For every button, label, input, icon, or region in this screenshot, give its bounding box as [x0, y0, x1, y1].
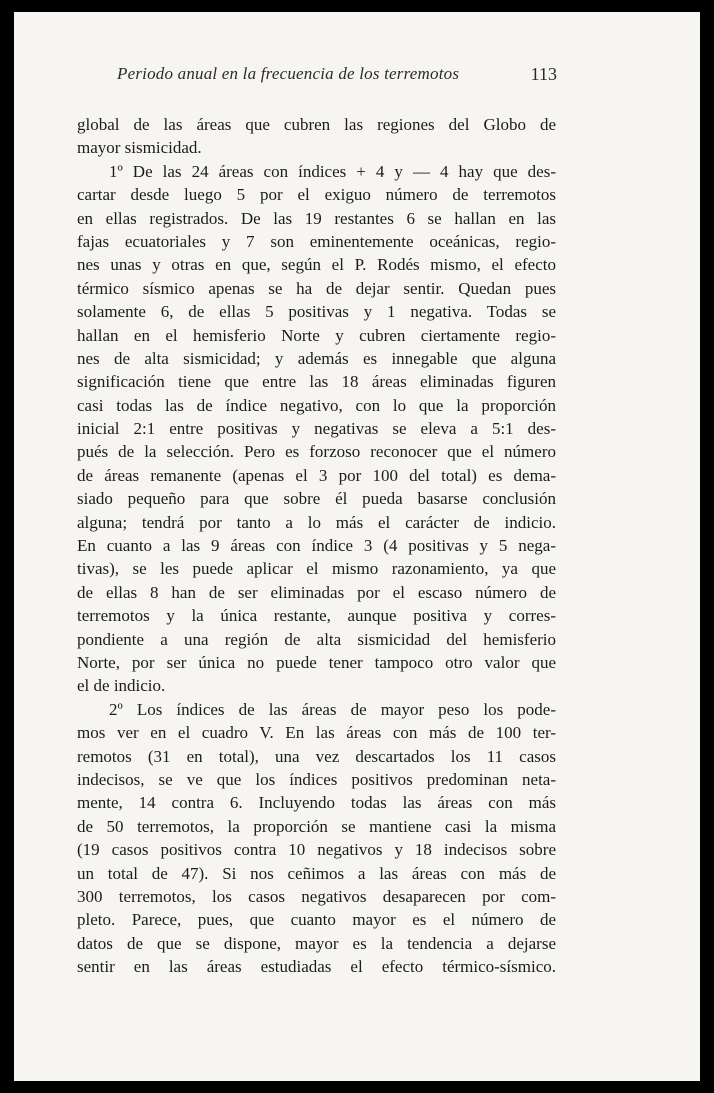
text-line: indecisos, se ve que los índices positivos predominan neta-: [77, 769, 556, 789]
running-title: Periodo anual en la frecuencia de los terremotos: [117, 64, 460, 83]
text-line: remotos (31 en total), una vez descartados los 11 casos: [77, 746, 556, 766]
text-line: mente, 14 contra 6. Incluyendo todas las áreas con más: [77, 793, 556, 813]
text-line: 300 terremotos, los casos negativos desaparecen por com-: [77, 886, 556, 906]
text-line: hallan en el hemisferio Norte y cubren ciertamente regio-: [77, 325, 556, 345]
text-line: de ellas 8 han de ser eliminadas por el escaso número de: [77, 582, 556, 602]
text-line: un total de 47). Si nos ceñimos a las áreas con más de: [77, 863, 556, 883]
text-line: 1º De las 24 áreas con índices + 4 y — 4 hay que des-: [109, 161, 556, 181]
text-line: significación tiene que entre las 18 áreas eliminadas figuren: [77, 372, 556, 392]
text-line: fajas ecuatoriales y 7 son eminentemente oceánicas, regio-: [77, 231, 556, 251]
text-line: mos ver en el cuadro V. En las áreas con más de 100 ter-: [77, 723, 556, 743]
text-line: datos de que se dispone, mayor es la tendencia a dejarse: [77, 933, 556, 953]
text-line: casi todas las de índice negativo, con lo que la proporción: [77, 395, 556, 415]
text-line: el de indicio.: [77, 676, 166, 696]
text-line: térmico sísmico apenas se ha de dejar sentir. Quedan pues: [77, 278, 556, 298]
text-line: global de las áreas que cubren las regiones del Globo de: [77, 115, 556, 134]
text-line: cartar desde luego 5 por el exiguo número de terremotos: [77, 185, 556, 205]
body-text: [77, 113, 556, 978]
text-line: tivas), se les puede aplicar el mismo razonamiento, ya que: [77, 559, 556, 579]
text-line: pués de la selección. Pero es forzoso reconocer que el número: [77, 442, 556, 462]
text-line: terremotos y la única restante, aunque positiva y corres-: [77, 606, 556, 626]
text-line: en ellas registrados. De las 19 restantes 6 se hallan en las: [77, 208, 556, 228]
text-line: alguna; tendrá por tanto a lo más el carácter de indicio.: [77, 512, 556, 532]
text-line: siado pequeño para que sobre él pueda basarse conclusión: [77, 489, 556, 509]
text-line: inicial 2:1 entre positivas y negativas se eleva a 5:1 des-: [77, 419, 556, 439]
text-line: 2º Los índices de las áreas de mayor peso los pode-: [109, 699, 556, 719]
text-line: En cuanto a las 9 áreas con índice 3 (4 positivas y 5 nega-: [77, 536, 556, 556]
page-number: 113: [530, 64, 557, 84]
text-line: (19 casos positivos contra 10 negativos y 18 indecisos sobre: [77, 840, 556, 860]
text-line: pleto. Parece, pues, que cuanto mayor es el número de: [77, 910, 556, 930]
text-line: de 50 terremotos, la proporción se mantiene casi la misma: [77, 816, 556, 836]
text-line: sentir en las áreas estudiadas el efecto térmico-sísmico.: [77, 957, 556, 977]
page-header: [117, 64, 557, 92]
text-line: mayor sismicidad.: [77, 138, 202, 158]
text-line: nes unas y otras en que, según el P. Rodés mismo, el efecto: [77, 255, 556, 275]
text-line: de áreas remanente (apenas el 3 por 100 del total) es dema-: [77, 465, 556, 485]
text-line: nes de alta sismicidad; y además es innegable que alguna: [77, 348, 556, 368]
text-line: Norte, por ser única no puede tener tampoco otro valor que: [77, 652, 556, 672]
text-line: pondiente a una región de alta sismicidad del hemisferio: [77, 629, 556, 649]
text-line: solamente 6, de ellas 5 positivas y 1 negativa. Todas se: [77, 302, 556, 322]
